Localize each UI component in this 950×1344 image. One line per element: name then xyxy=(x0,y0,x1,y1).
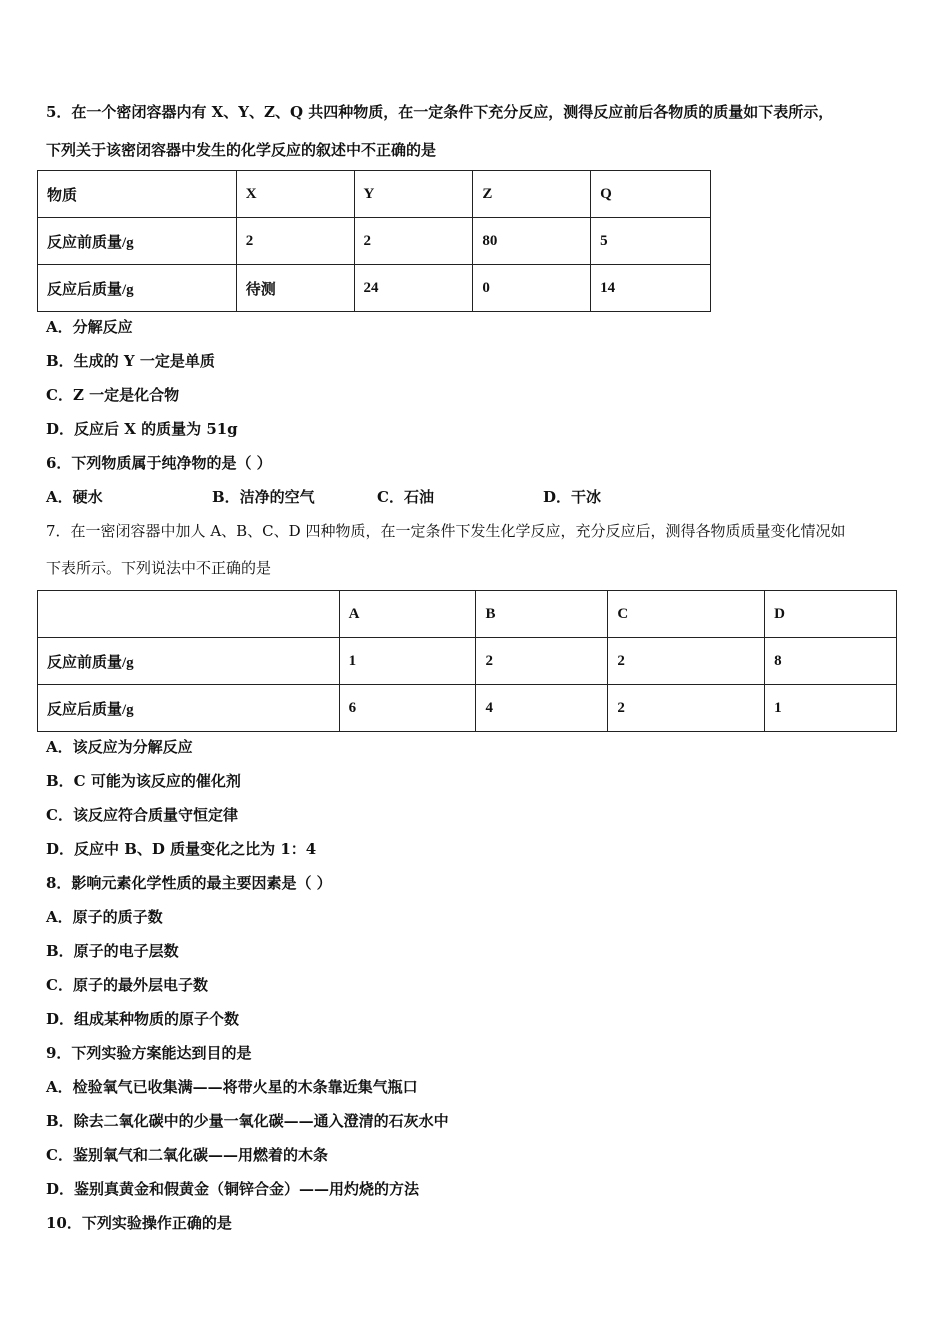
table-row xyxy=(38,591,897,638)
q7-option-c: C．该反应符合质量守恒定律 xyxy=(46,806,238,824)
table-cell: 物质 xyxy=(38,171,237,218)
q7-stem-line2: 下表所示。下列说法中不正确的是 xyxy=(46,559,272,577)
q7-option-b: B．C 可能为该反应的催化剂 xyxy=(46,772,241,790)
q9-option-a: A．检验氧气已收集满——将带火星的木条靠近集气瓶口 xyxy=(46,1078,418,1096)
q7-option-d: D．反应中 B、D 质量变化之比为 1：4 xyxy=(46,840,317,858)
table-cell: 待测 xyxy=(236,265,354,312)
table-cell: 8 xyxy=(765,638,897,685)
q9-option-c: C．鉴别氧气和二氧化碳——用燃着的木条 xyxy=(46,1146,328,1164)
table-cell: A xyxy=(339,591,476,638)
table-cell: D xyxy=(765,591,897,638)
q5-stem-line2: 下列关于该密闭容器中发生的化学反应的叙述中不正确的是 xyxy=(46,141,437,159)
table-cell: 1 xyxy=(765,685,897,732)
table-cell: 2 xyxy=(236,218,354,265)
table-cell: 2 xyxy=(608,685,765,732)
table-row xyxy=(38,171,711,218)
table-cell: 反应前质量/g xyxy=(38,638,340,685)
q7-stem-line1: 7．在一密闭容器中加人 A、B、C、D 四种物质，在一定条件下发生化学反应，充分反应后，测得各物质质量变化情况如 xyxy=(46,522,846,540)
table-row xyxy=(38,685,897,732)
q8-option-c: C．原子的最外层电子数 xyxy=(46,976,208,994)
table-cell: B xyxy=(476,591,608,638)
table-cell: 1 xyxy=(339,638,476,685)
q10-stem: 10．下列实验操作正确的是 xyxy=(46,1214,232,1232)
q6-option-d: D．干冰 xyxy=(543,488,602,506)
table-row xyxy=(38,218,711,265)
table-cell: 5 xyxy=(591,218,711,265)
q8-option-a: A．原子的质子数 xyxy=(46,908,163,926)
table-cell: 14 xyxy=(591,265,711,312)
q6-stem: 6．下列物质属于纯净物的是（ ） xyxy=(46,454,272,472)
q6-option-a: A．硬水 xyxy=(46,488,103,506)
q9-option-d: D．鉴别真黄金和假黄金（铜锌合金）——用灼烧的方法 xyxy=(46,1180,420,1198)
table-cell: C xyxy=(608,591,765,638)
q7-option-a: A．该反应为分解反应 xyxy=(46,738,193,756)
q5-option-b: B．生成的 Y 一定是单质 xyxy=(46,352,215,370)
q9-option-b: B．除去二氧化碳中的少量一氧化碳——通入澄清的石灰水中 xyxy=(46,1112,449,1130)
table-cell: 6 xyxy=(339,685,476,732)
table-cell xyxy=(38,591,340,638)
table-cell: 0 xyxy=(473,265,591,312)
table-cell: Z xyxy=(473,171,591,218)
table-cell: X xyxy=(236,171,354,218)
table-cell: 24 xyxy=(354,265,473,312)
table-cell: 2 xyxy=(354,218,473,265)
q9-stem: 9．下列实验方案能达到目的是 xyxy=(46,1044,252,1062)
q5-table xyxy=(37,170,711,312)
q5-option-a: A．分解反应 xyxy=(46,318,133,336)
table-cell: 2 xyxy=(608,638,765,685)
table-cell: Y xyxy=(354,171,473,218)
q5-stem-line1: 5．在一个密闭容器内有 X、Y、Z、Q 共四种物质，在一定条件下充分反应，测得反应前后各物质的质量如下表所示， xyxy=(46,103,834,121)
q8-option-b: B．原子的电子层数 xyxy=(46,942,179,960)
q5-option-c: C．Z 一定是化合物 xyxy=(46,386,180,404)
q8-option-d: D．组成某种物质的原子个数 xyxy=(46,1010,240,1028)
table-cell: 反应前质量/g xyxy=(38,218,237,265)
q6-option-c: C．石油 xyxy=(377,488,434,506)
q7-table xyxy=(37,590,897,732)
table-cell: 反应后质量/g xyxy=(38,265,237,312)
table-cell: 80 xyxy=(473,218,591,265)
table-cell: 2 xyxy=(476,638,608,685)
table-row xyxy=(38,265,711,312)
q6-option-b: B．洁净的空气 xyxy=(212,488,315,506)
table-row xyxy=(38,638,897,685)
table-cell: Q xyxy=(591,171,711,218)
table-cell: 反应后质量/g xyxy=(38,685,340,732)
q8-stem: 8．影响元素化学性质的最主要因素是（ ） xyxy=(46,874,332,892)
q5-option-d: D．反应后 X 的质量为 51g xyxy=(46,420,238,438)
table-cell: 4 xyxy=(476,685,608,732)
